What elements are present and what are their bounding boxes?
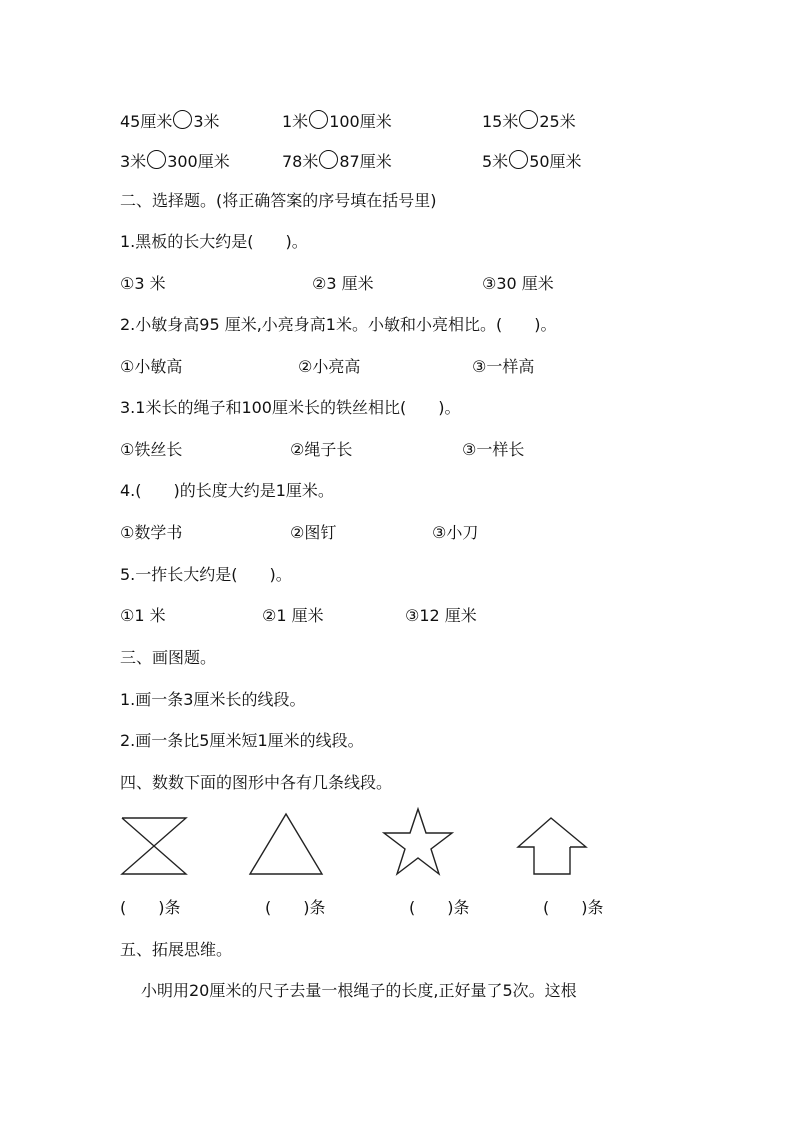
compare-right: 300厘米 [167,152,230,171]
option-1-2[interactable]: ②3 厘米 [312,274,374,293]
option-4-2[interactable]: ②图钉 [290,523,337,542]
option-4-1[interactable]: ①数学书 [120,523,183,542]
compare-circle[interactable] [309,110,328,129]
option-4-3[interactable]: ③小刀 [432,523,479,542]
compare-circle[interactable] [509,150,528,169]
compare-right: 100厘米 [329,112,392,131]
question-5: 5.一拃长大约是( )。 [120,565,292,584]
option-3-3[interactable]: ③一样长 [462,440,525,459]
compare-circle[interactable] [147,150,166,169]
drawing-item-2: 2.画一条比5厘米短1厘米的线段。 [120,731,364,750]
compare-left: 45厘米 [120,112,173,131]
extension-problem-text: 小明用20厘米的尺子去量一根绳子的长度,正好量了5次。这根 [141,981,577,1000]
compare-item-5 [282,150,392,173]
option-5-3[interactable]: ③12 厘米 [405,606,477,625]
section-title-extension: 五、拓展思维。 [120,940,233,959]
compare-item-4 [120,150,230,173]
compare-right: 25米 [539,112,576,131]
drawing-item-1: 1.画一条3厘米长的线段。 [120,690,306,709]
compare-right: 3米 [193,112,220,131]
option-2-1[interactable]: ①小敏高 [120,357,183,376]
option-1-3[interactable]: ③30 厘米 [482,274,554,293]
question-2: 2.小敏身高95 厘米,小亮身高1米。小敏和小亮相比。( )。 [120,315,557,334]
option-1-1[interactable]: ①3 米 [120,274,166,293]
compare-item-2 [282,110,392,133]
answer-blank-2[interactable]: ( )条 [265,898,326,917]
compare-left: 3米 [120,152,147,171]
star-shape [382,806,454,876]
compare-left: 1米 [282,112,309,131]
option-2-3[interactable]: ③一样高 [472,357,535,376]
question-4: 4.( )的长度大约是1厘米。 [120,481,334,500]
compare-left: 78米 [282,152,319,171]
answer-blank-1[interactable]: ( )条 [120,898,181,917]
compare-circle[interactable] [319,150,338,169]
question-1: 1.黑板的长大约是( )。 [120,232,308,251]
arrow-shape [516,816,588,876]
option-2-2[interactable]: ②小亮高 [298,357,361,376]
compare-item-3 [482,110,576,133]
section-title-drawing: 三、画图题。 [120,648,217,667]
compare-right: 87厘米 [339,152,392,171]
compare-item-6 [482,150,582,173]
option-3-2[interactable]: ②绳子长 [290,440,353,459]
compare-item-1 [120,110,220,133]
section-title-choice: 二、选择题。(将正确答案的序号填在括号里) [120,191,437,210]
compare-circle[interactable] [173,110,192,129]
option-3-1[interactable]: ①铁丝长 [120,440,183,459]
answer-blank-3[interactable]: ( )条 [409,898,470,917]
compare-left: 5米 [482,152,509,171]
compare-circle[interactable] [519,110,538,129]
section-title-count-segments: 四、数数下面的图形中各有几条线段。 [120,773,393,792]
compare-left: 15米 [482,112,519,131]
hourglass-shape [120,815,188,877]
option-5-1[interactable]: ①1 米 [120,606,166,625]
answer-blank-4[interactable]: ( )条 [543,898,604,917]
compare-right: 50厘米 [529,152,582,171]
triangle-shape [248,812,324,876]
option-5-2[interactable]: ②1 厘米 [262,606,324,625]
question-3: 3.1米长的绳子和100厘米长的铁丝相比( )。 [120,398,461,417]
